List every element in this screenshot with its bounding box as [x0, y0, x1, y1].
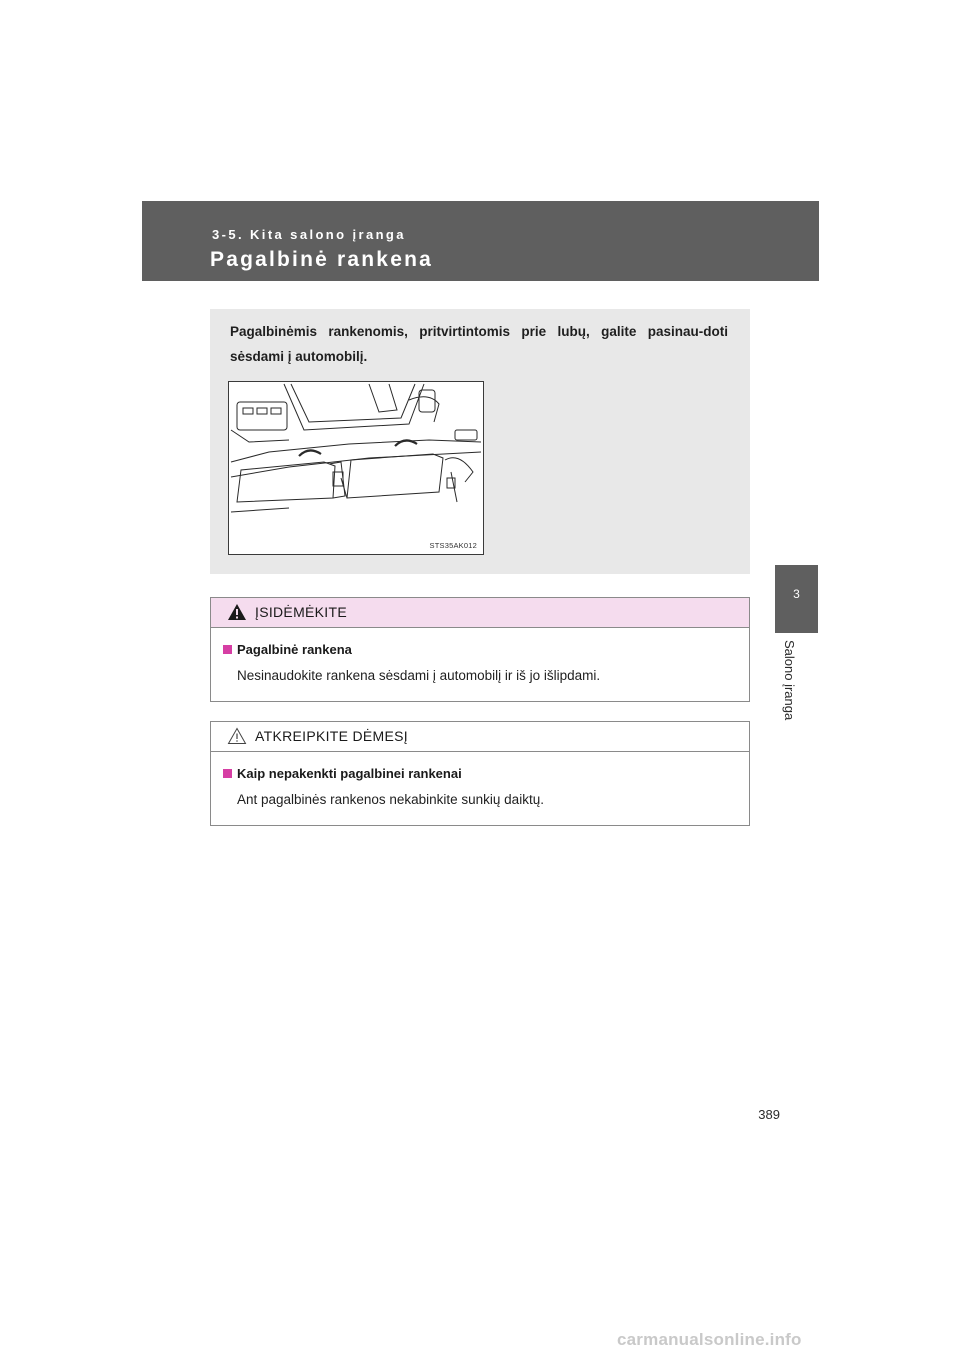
bullet-square-icon: [223, 645, 232, 654]
caution-item-title: [223, 642, 352, 657]
warning-outline-triangle-icon: [227, 727, 247, 745]
section-label: 3-5. Kita salono įranga: [212, 227, 406, 242]
illustration-code: STS35AK012: [429, 541, 477, 550]
caution-header: [211, 598, 749, 628]
watermark: carmanualsonline.info: [617, 1330, 802, 1349]
warning-filled-triangle-icon: [227, 603, 247, 621]
page-number: 389: [758, 1107, 780, 1122]
car-interior-ceiling-illustration: [228, 381, 484, 555]
notice-header: [211, 722, 749, 752]
intro-panel: [210, 309, 750, 574]
notice-item-title-text: Kaip nepakenkti pagalbinei rankenai: [237, 766, 462, 781]
chapter-tab[interactable]: [775, 565, 818, 633]
notice-box: [210, 721, 750, 826]
bullet-square-icon: [223, 769, 232, 778]
caution-item-text: Nesinaudokite rankena sėsdami į automobilį ir iš jo išlipdami.: [237, 668, 601, 683]
header-band: [142, 201, 819, 281]
notice-item-title: [223, 766, 462, 781]
caution-title: ĮSIDĖMĖKITE: [255, 604, 347, 620]
notice-item-text: Ant pagalbinės rankenos nekabinkite sunkių daiktų.: [237, 792, 544, 807]
intro-text: Pagalbinėmis rankenomis, pritvirtintomis prie lubų, galite pasinau-doti sėsdami į automobilį.: [230, 324, 728, 364]
chapter-number: 3: [793, 587, 800, 601]
caution-box: [210, 597, 750, 702]
caution-item-title-text: Pagalbinė rankena: [237, 642, 352, 657]
notice-title: ATKREIPKITE DĖMESĮ: [255, 728, 408, 744]
page-title: Pagalbinė rankena: [210, 248, 433, 271]
chapter-name: Salono įranga: [782, 640, 797, 721]
